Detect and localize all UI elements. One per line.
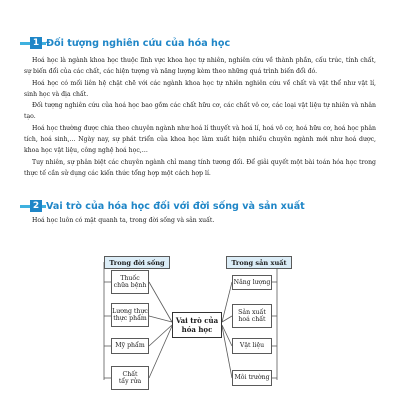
right-item-chemicals xyxy=(232,304,272,328)
right-item-energy xyxy=(232,275,272,290)
center-line-2: hóa học xyxy=(181,325,213,334)
diagram-left-header: Trong đời sống xyxy=(104,256,170,269)
left-item-food-line-2: thực phẩm xyxy=(113,315,147,322)
paragraph-1: Hoá học là ngành khoa học thuộc lĩnh vực khoa học tự nhiên, nghiên cứu về thành phần, cấu trúc, tính chất, sự biến đổi của các chất, các hiện tượng và năng lượng kèm theo những quá trình biến đổi đó. xyxy=(24,57,376,76)
left-item-cosmetics xyxy=(111,338,149,354)
center-line-1: Vai trò của xyxy=(175,316,219,325)
right-item-environment xyxy=(232,370,272,386)
section-2-number: 2 xyxy=(30,200,42,212)
section-2-intro: Hoá học luôn có mặt quanh ta, trong đời sống và sản xuất. xyxy=(32,217,215,224)
paragraph-5: Tuy nhiên, sự phân biệt các chuyên ngành chỉ mang tính tương đối. Để giải quyết một bài toán hóa học trong thực tế cần sử dụng các kiến thức tổng hợp một cách hợp lí. xyxy=(24,158,376,177)
section-2-title: Vai trò của hóa học đối với đời sống và sản xuất xyxy=(46,201,308,212)
paragraph-3: Đối tượng nghiên cứu của hoá học bao gồm các chất hữu cơ, các chất vô cơ, các loại vật liệu tự nhiên và nhân tạo. xyxy=(24,102,376,121)
left-item-food xyxy=(111,303,149,327)
paragraph-4: Hoá học thường được chia theo chuyên ngành như hoá lí thuyết và hoá lí, hoá vô cơ, hoá hữu cơ, hoá học phân tích, hoá sinh,… Ngày nay, sự phát triển của khoa học làm xuất hiện nhiều chuyên ngành mới như hoá dược, khoa học vật liệu, công nghệ hoá học,… xyxy=(24,124,376,155)
left-item-medicine xyxy=(111,270,149,294)
left-item-cosmetics-line-1: Mỹ phẩm xyxy=(115,342,145,350)
section-1-number: 1 xyxy=(30,37,42,49)
right-item-environment-line-1: Môi trường xyxy=(234,374,270,382)
right-item-chemicals-line-1: Sản xuất xyxy=(238,308,266,316)
section-1-title: Đối tượng nghiên cứu của hóa học xyxy=(46,38,233,49)
left-item-food-line-1: Lương thực xyxy=(112,307,148,315)
diagram-right-header: Trong sản xuất xyxy=(226,256,292,269)
right-item-energy-line-1: Năng lượng xyxy=(233,278,271,286)
paragraph-2: Hoá học có mối liên hệ chặt chẽ với các ngành khoa học tự nhiên nghiên cứu về chất và vật thể như vật lí, sinh học và địa chất. xyxy=(24,79,376,98)
right-item-materials-line-1: Vật liệu xyxy=(239,342,265,350)
left-item-detergent-line-1: Chất xyxy=(122,370,138,378)
left-item-detergent xyxy=(111,366,149,390)
left-item-medicine-line-1: Thuốc xyxy=(120,274,140,282)
right-item-chemicals-line-2: hoá chất xyxy=(238,316,266,323)
right-item-materials xyxy=(232,338,272,354)
left-item-medicine-line-2: chữa bệnh xyxy=(113,282,147,289)
left-item-detergent-line-2: tẩy rửa xyxy=(118,378,142,385)
diagram-center-node xyxy=(172,312,222,338)
